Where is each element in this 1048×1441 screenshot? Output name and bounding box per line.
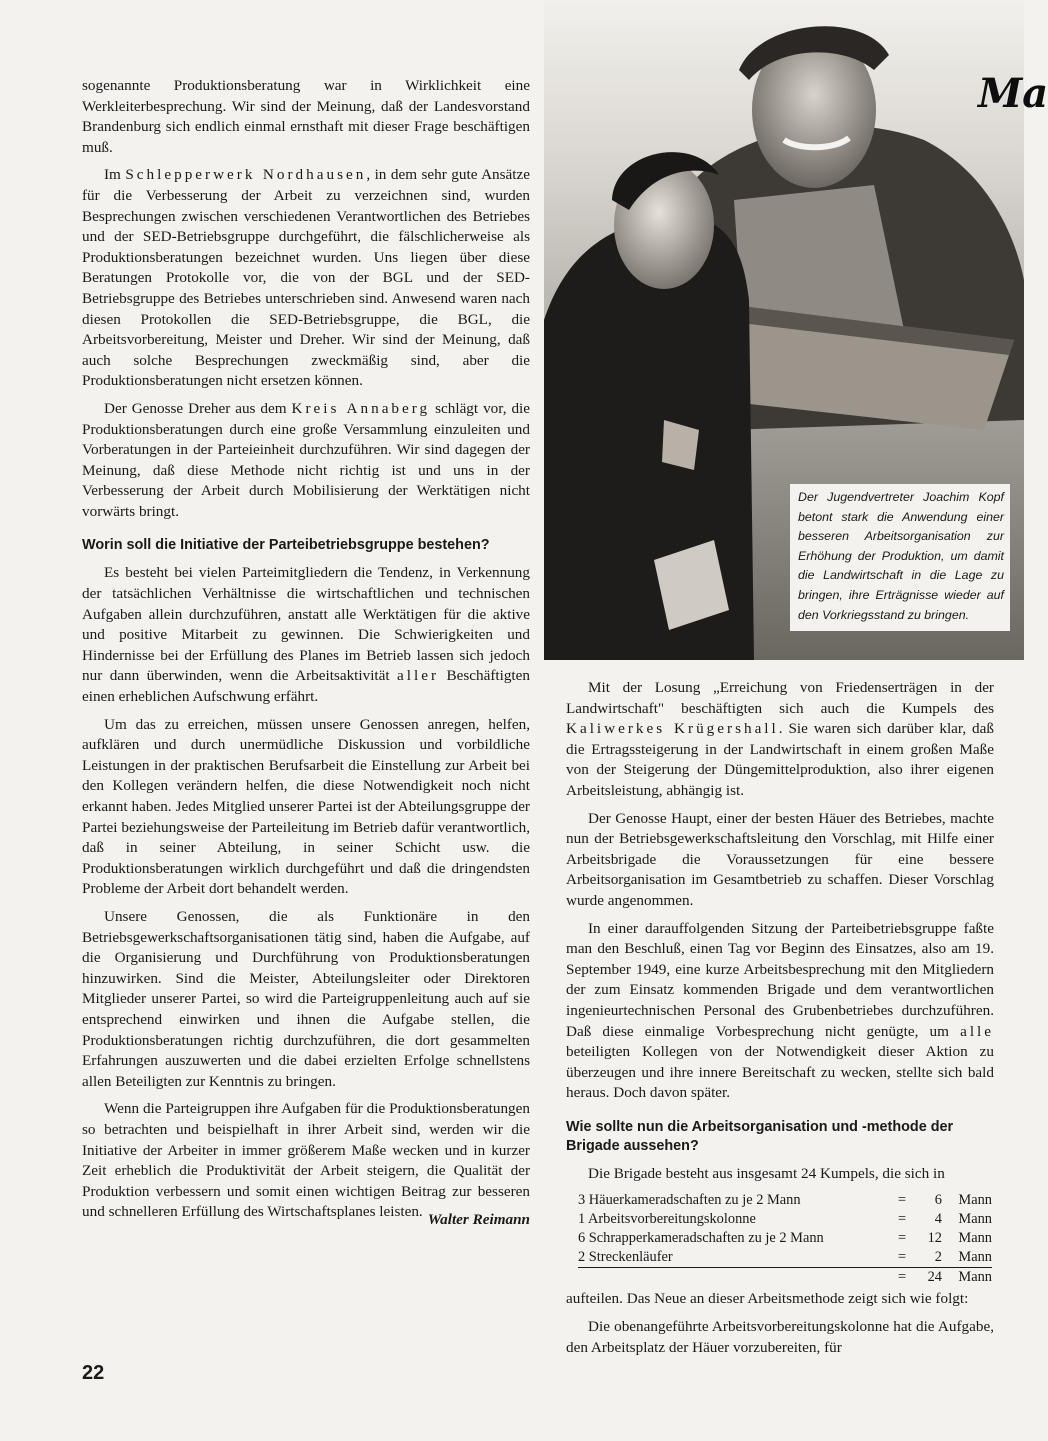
paragraph: Der Genosse Dreher aus dem Kreis Annaberg schlägt vor, die Produktionsberatungen durch eine große Versammlung einzuleiten und Vorberatungen in der Parteieinheit durchzuführen. Wir sind dagegen der Meinung, daß diese Methode nicht richtig ist und uns in der Verbesserung der Arbeit durch Mobilisierung der Werktätigen nicht vorwärts bringt.	[82, 399, 531, 520]
paragraph: aufteilen. Das Neue an dieser Arbeitsmethode zeigt sich wie folgt:	[566, 1290, 969, 1308]
paragraph: Wenn die Parteigruppen ihre Aufgaben für die Produktionsberatungen so betrachten und beispielhaft in ihrer Arbeit sind, werden wir die Initiative der Arbeiter in immer größerem Maße wecken und in kurzer Zeit erheblich die Produktivität der Arbeit steigern, die Qualität der Produktion verbessern und somit einen wichtigen Beitrag zur besseren und schnelleren Erfüllung des Wirtschaftsplanes leisten.	[82, 1100, 530, 1221]
table-row: 6 Schrapperkameradschaften zu je 2 Mann = 12 Mann	[578, 1230, 992, 1247]
paragraph: sogenannte Produktionsberatung war in Wirklichkeit eine Werkleiterbesprechung. Wir sind der Meinung, daß der Landesvorstand Brandenburg sich endlich einmal ernsthaft mit dieser Frage beschäftigen muß.	[82, 77, 530, 156]
author-signature: Walter Reimann	[427, 1210, 530, 1228]
paragraph: Im Schlepperwerk Nordhausen, in dem sehr gute Ansätze für die Verbesserung der Arbeit zu verzeichnen sind, wurden Besprechungen zwischen verschiedenen Verantwortlichen des Betriebes und der SED-Betriebsgruppe durchgeführt, die fälschlicherweise als Produktionsberatungen bezeichnet wurden. Uns liegen über diese Beratungen Protokolle vor, die von der BGL und der SED-Betriebsgruppe des Betriebes unterschrieben sind. Anwesend waren nach diesen Protokollen die SED-Betriebsgruppe, die BGL, die Arbeitsvorbereitung, Meister und Dreher. Wir sind der Meinung, daß auch solche Besprechungen zweckmäßig sind, aber die Produktionsberatungen nicht ersetzen können.	[82, 166, 530, 390]
headline-fragment: Ma	[978, 70, 1048, 117]
spaced-emphasis: alle	[960, 1022, 994, 1040]
table-row: 1 Arbeitsvorbereitungskolonne = 4 Mann	[578, 1211, 992, 1228]
spaced-emphasis: Schlepperwerk Nordhausen	[125, 166, 367, 184]
spaced-emphasis: aller	[397, 667, 440, 685]
paragraph: In einer darauffolgenden Sitzung der Parteibetriebsgruppe faßte man den Beschluß, einen Tag vor Beginn des Einsatzes, also am 19. September 1949, eine kurze Arbeitsbesprechung mit den Mitgliedern der zum Einsatz kommenden Brigade und dem verantwortlichen ingenieurtechnischen Personal des Grubenbetriebes durchzuführen. Daß diese einmalige Vorbesprechung nicht genügte, um alle beteiligten Kollegen von der Notwendigkeit dieser Aktion zu überzeugen und ihre innere Bereitschaft zu wecken, stellte sich bald heraus. Doch davon später.	[566, 919, 994, 1102]
table-total-row: = 24 Mann	[578, 1268, 992, 1288]
paragraph: Es besteht bei vielen Parteimitgliedern die Tendenz, in Verkennung der tatsächlichen Verhältnisse die wirtschaftlichen und technischen Aufgaben allein durchzuführen, anstatt alle Werktätigen für die aktive und positive Mitarbeit zu gewinnen. Die Schwierigkeiten und Hindernisse bei der Erfüllung des Planes im Betrieb lassen sich jedoch nur dann überwinden, wenn die Arbeitsaktivität aller Beschäftigten einen erheblichen Aufschwung erfährt.	[82, 564, 530, 706]
brigade-table	[578, 1191, 992, 1287]
paragraph: Um das zu erreichen, müssen unsere Genossen anregen, helfen, aufklären und durch unermüdliche Diskussion und vorbildliche Leistungen in der praktischen Berufsarbeit die Einstellung zur Arbeit bei den Kollegen verändern helfen, die diese Notwendigkeit noch nicht erkannt haben. Jedes Mitglied unserer Partei ist der Abteilungsgruppe der Partei beziehungsweise der Parteileitung im Betrieb dafür verantwortlich, daß in seiner Abteilung, in seiner Schicht usw. die Produktionsberatungen wirklich durchgeführt und daß die dringendsten Probleme der Arbeit dort behandelt werden.	[82, 715, 530, 898]
left-text-column	[82, 76, 530, 1230]
photo-caption: Der Jugendvertreter Joachim Kopf betont stark die Anwendung einer besseren Arbeitsorganisation zur Erhöhung der Produktion, um damit die Landwirtschaft in die Lage zu bringen, ihre Erträgnisse wieder auf den Vorkriegsstand zu bringen.	[790, 484, 1010, 631]
page-number: 22	[82, 1362, 105, 1384]
right-text-column	[566, 678, 994, 1365]
paragraph: Die Brigade besteht aus insgesamt 24 Kumpels, die sich in	[588, 1164, 945, 1182]
paragraph: Mit der Losung „Erreichung von Friedenserträgen in der Landwirtschaft" beschäftigten sich auch die Kumpels des Kaliwerkes Krügershall. Sie waren sich darüber klar, daß die Ertragssteigerung in der Landwirtschaft in einem großen Maße von der Steigerung der Düngemittelproduktion, also ihrer eigenen Arbeitsleistung, abhängig ist.	[566, 679, 994, 799]
paragraph: Die obenangeführte Arbeitsvorbereitungskolonne hat die Aufgabe, den Arbeitsplatz der Häuer vorzubereiten, für	[566, 1318, 994, 1356]
table-row: 3 Häuerkameradschaften zu je 2 Mann = 6 Mann	[578, 1192, 992, 1209]
paragraph: Der Genosse Haupt, einer der besten Häuer des Betriebes, machte nun der Betriebsgewerkschaftsleitung den Vorschlag, mit Hilfe einer Arbeitsbrigade die Voraussetzungen für eine bessere Arbeitsorganisation im Gesamtbetrieb zu schaffen. Dieser Vorschlag wurde angenommen.	[566, 809, 994, 909]
table-row: 2 Streckenläufer = 2 Mann	[578, 1249, 992, 1266]
spaced-emphasis: Kreis Annaberg	[291, 399, 431, 417]
section-heading: Worin soll die Initiative der Parteibetriebsgruppe bestehen?	[82, 537, 490, 554]
paragraph: Unsere Genossen, die als Funktionäre in den Betriebsgewerkschaftsorganisationen tätig sind, haben die Aufgabe, auf die Organisierung und Durchführung von Produktionsberatungen hinzuwirken. Sind die Meister, Abteilungsleiter oder Direktoren Mitglieder unserer Partei, so wird die Parteigruppenleitung auch auf sie entsprechend einwirken und ihnen die Aufgabe stellen, die Produktionsberatungen richtig durchzuführen, die dort gesammelten Erfahrungen auszuwerten und die dabei erzielten Erfolge schnellstens allen Beteiligten zur Kenntnis zu bringen.	[82, 907, 530, 1090]
section-heading: Wie sollte nun die Arbeitsorganisation und -methode der Brigade aussehen?	[566, 1118, 954, 1154]
spaced-emphasis: Kaliwerkes Krügershall	[566, 720, 779, 738]
